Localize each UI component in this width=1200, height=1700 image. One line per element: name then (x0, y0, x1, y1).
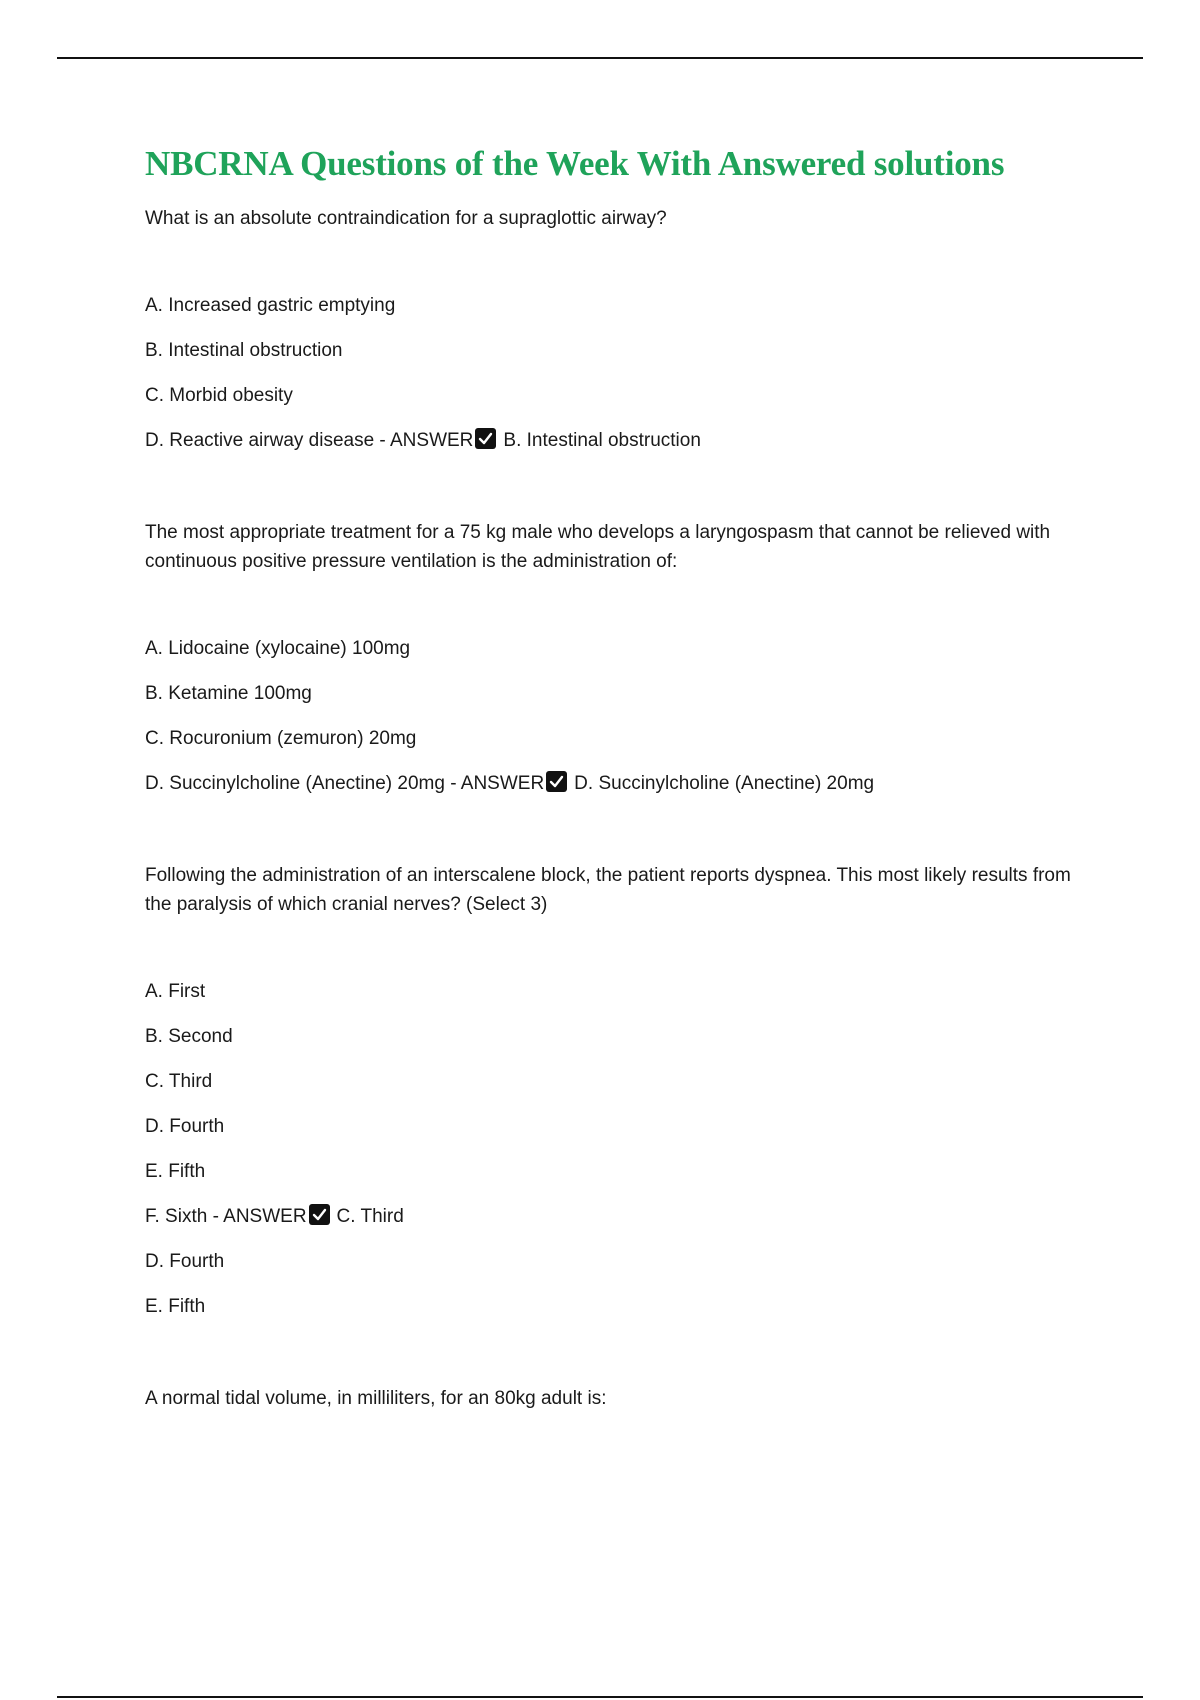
answer-value-extra: E. Fifth (145, 1296, 206, 1317)
question-3-options (145, 977, 1095, 1322)
question-1-text: What is an absolute contraindication for a supraglottic airway? (145, 208, 667, 229)
option-d-with-answer (145, 426, 1095, 456)
question-1-options (145, 291, 1095, 456)
answer-label: ANSWER (390, 430, 474, 451)
option-f-with-answer (145, 1202, 1095, 1232)
document-title: NBCRNA Questions of the Week With Answered solutions (145, 144, 1005, 183)
option-c: C. Third (145, 1071, 213, 1092)
document-body (145, 140, 1095, 1413)
option-c: C. Morbid obesity (145, 385, 293, 406)
option-f: F. Sixth - (145, 1206, 224, 1227)
answer-value: C. Third (336, 1206, 404, 1227)
option-a: A. Increased gastric emptying (145, 295, 396, 316)
answer-value: D. Succinylcholine (Anectine) 20mg (574, 773, 875, 794)
option-a: A. First (145, 981, 206, 1002)
option-a: A. Lidocaine (xylocaine) 100mg (145, 638, 411, 659)
checkbox-checked-icon (546, 771, 567, 792)
option-d: D. Succinylcholine (Anectine) 20mg - (145, 773, 461, 794)
option-d: D. Reactive airway disease - (145, 430, 390, 451)
answer-value: B. Intestinal obstruction (503, 430, 701, 451)
option-d: D. Fourth (145, 1116, 225, 1137)
option-b: B. Second (145, 1026, 233, 1047)
answer-value-extra: D. Fourth (145, 1251, 225, 1272)
option-c: C. Rocuronium (zemuron) 20mg (145, 728, 417, 749)
answer-label: ANSWER (460, 773, 545, 794)
option-d-with-answer (145, 769, 1095, 799)
header-rule (57, 57, 1143, 59)
option-e: E. Fifth (145, 1161, 206, 1182)
question-2-options (145, 634, 1095, 799)
question-4-text: A normal tidal volume, in milliliters, for an 80kg adult is: (145, 1388, 607, 1409)
option-b: B. Intestinal obstruction (145, 340, 343, 361)
answer-label: ANSWER (223, 1206, 307, 1227)
question-2-text: The most appropriate treatment for a 75 kg male who develops a laryngospasm that cannot be relieved with continuous positive pressure ventilation is the administration of: (145, 522, 1051, 572)
checkbox-checked-icon (475, 428, 496, 449)
checkbox-checked-icon (309, 1204, 330, 1225)
footer-rule (57, 1696, 1143, 1698)
option-b: B. Ketamine 100mg (145, 683, 312, 704)
question-3-text: Following the administration of an interscalene block, the patient reports dyspnea. This most likely results from the paralysis of which cranial nerves? (Select 3) (145, 865, 1071, 915)
